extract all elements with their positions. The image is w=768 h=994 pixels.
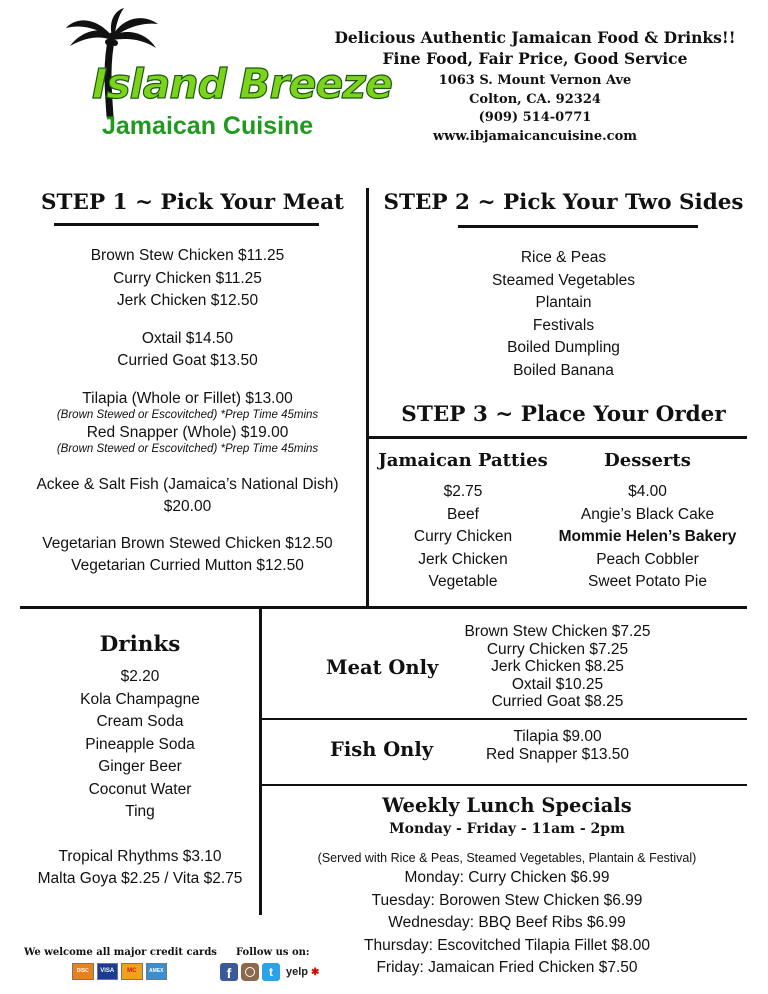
patty-item: $2.75 — [443, 483, 483, 500]
discover-card-icon: DISC — [72, 963, 94, 980]
dessert-item: Sweet Potato Pie — [588, 573, 707, 590]
dessert-bakery: Mommie Helen’s Bakery — [558, 528, 737, 545]
patty-item: Vegetable — [428, 573, 498, 590]
step1-underline — [54, 223, 319, 226]
twitter-icon[interactable]: t — [262, 963, 280, 981]
yelp-icon[interactable]: yelp — [286, 966, 309, 978]
desserts-title: Desserts — [604, 450, 691, 471]
fish-only-title: Fish Only — [330, 738, 434, 761]
lunch-served-note: (Served with Rice & Peas, Steamed Vegetables, Plantain & Festival) — [317, 851, 697, 865]
drink-item: Ting — [125, 803, 155, 820]
meat-only-item: Curry Chicken $7.25 — [486, 640, 629, 658]
ackee-price: $20.00 — [163, 498, 212, 515]
yelp-burst-icon: ✱ — [311, 966, 320, 978]
drink-item: Ginger Beer — [98, 758, 182, 775]
patties-title: Jamaican Patties — [378, 450, 548, 471]
meat-item-tilapia: Tilapia (Whole or Fillet) $13.00 — [82, 389, 293, 407]
divider-horizontal-mid — [20, 606, 747, 609]
side-item: Boiled Dumpling — [507, 339, 620, 356]
phone: (909) 514-0771 — [478, 110, 592, 125]
address: 1063 S. Mount Vernon Ave — [438, 73, 632, 88]
lunch-hours: Monday - Friday - 11am - 2pm — [389, 821, 625, 837]
city: Colton, CA. 92324 — [469, 91, 601, 107]
drink-item: $2.20 — [120, 668, 160, 685]
meat-item: Curried Goat $13.50 — [117, 352, 258, 369]
meat-item: Brown Stew Chicken $11.25 — [90, 247, 285, 264]
social-links — [220, 961, 319, 983]
credit-cards-text: We welcome all major credit cards — [24, 947, 217, 958]
tagline-secondary: Fine Food, Fair Price, Good Service — [382, 49, 688, 68]
step2-title: STEP 2 ~ Pick Your Two Sides — [383, 190, 744, 215]
drink-item: Pineapple Soda — [85, 735, 195, 753]
step1-menu — [10, 245, 365, 578]
meat-item-snapper: Red Snapper (Whole) $19.00 — [86, 423, 289, 441]
logo-subtitle: Jamaican Cuisine — [102, 112, 314, 140]
credit-card-logos — [72, 963, 167, 980]
logo-title: Island Breeze — [92, 60, 392, 108]
step2-underline — [458, 225, 698, 228]
lunch-day-item: Tuesday: Borowen Stew Chicken $6.99 — [371, 891, 643, 909]
divider-step3 — [368, 436, 747, 439]
logo — [62, 8, 392, 146]
side-item: Rice & Peas — [520, 249, 607, 266]
website-link[interactable]: www.ibjamaicancuisine.com — [432, 128, 637, 144]
meat-item-ackee: Ackee & Salt Fish (Jamaica’s National Dish) — [36, 475, 339, 493]
step3-title: STEP 3 ~ Place Your Order — [401, 402, 726, 427]
drink-item: Kola Champagne — [80, 690, 200, 708]
meat-item: Curry Chicken $11.25 — [113, 269, 262, 287]
dessert-price: $4.00 — [628, 483, 667, 500]
meat-item-vegetarian: Vegetarian Curried Mutton $12.50 — [71, 557, 304, 574]
drink-item: Cream Soda — [96, 713, 184, 730]
meat-only-title: Meat Only — [326, 656, 439, 679]
divider-fish-lunch — [261, 784, 747, 786]
tagline-primary: Delicious Authentic Jamaican Food & Drinks!! — [334, 28, 736, 47]
mastercard-icon: MC — [121, 963, 143, 980]
snapper-note: (Brown Stewed or Escovitched) *Prep Time 45mins — [56, 442, 319, 455]
lunch-day-item: Monday: Curry Chicken $6.99 — [404, 869, 610, 886]
patty-item: Jerk Chicken — [418, 550, 508, 568]
dessert-item: Angie’s Black Cake — [580, 505, 715, 523]
instagram-icon[interactable] — [241, 963, 259, 981]
lunch-title: Weekly Lunch Specials — [382, 794, 632, 817]
step2-sides — [370, 247, 757, 382]
fish-only-item: Tilapia $9.00 — [513, 728, 602, 745]
meat-item-vegetarian: Vegetarian Brown Stewed Chicken $12.50 — [42, 534, 333, 552]
side-item: Boiled Banana — [513, 361, 614, 379]
tilapia-note: (Brown Stewed or Escovitched) *Prep Time 45mins — [56, 408, 319, 421]
patty-item: Beef — [447, 505, 479, 523]
meat-only-item: Jerk Chicken $8.25 — [491, 658, 624, 675]
side-item: Festivals — [532, 316, 595, 334]
meat-only-item: Brown Stew Chicken $7.25 — [464, 623, 651, 640]
patty-item: Curry Chicken — [413, 528, 513, 545]
amex-card-icon: AMEX — [146, 963, 168, 980]
visa-card-icon: VISA — [97, 963, 119, 980]
drinks-title: Drinks — [99, 632, 181, 657]
lunch-day-item: Wednesday: BBQ Beef Ribs $6.99 — [388, 914, 626, 931]
dessert-item: Peach Cobbler — [596, 550, 699, 568]
meat-only-item: Curried Goat $8.25 — [491, 693, 624, 710]
fish-only-item: Red Snapper $13.50 — [485, 746, 630, 763]
follow-us-text: Follow us on: — [236, 947, 310, 958]
side-item: Plantain — [535, 294, 592, 311]
lunch-day-item: Friday: Jamaican Fried Chicken $7.50 — [376, 959, 638, 976]
drink-item: Malta Goya $2.25 / Vita $2.75 — [37, 870, 243, 887]
facebook-icon[interactable]: f — [220, 963, 238, 981]
step1-title: STEP 1 ~ Pick Your Meat — [41, 190, 344, 215]
meat-item: Oxtail $14.50 — [141, 329, 234, 347]
divider-meat-fish — [261, 718, 747, 720]
meat-only-item: Oxtail $10.25 — [511, 675, 604, 693]
meat-item: Jerk Chicken $12.50 — [116, 292, 259, 309]
side-item: Steamed Vegetables — [491, 271, 636, 289]
drink-item: Coconut Water — [88, 780, 192, 798]
lunch-day-item: Thursday: Escovitched Tilapia Fillet $8.00 — [363, 936, 651, 954]
drink-item: Tropical Rhythms $3.10 — [58, 847, 222, 865]
